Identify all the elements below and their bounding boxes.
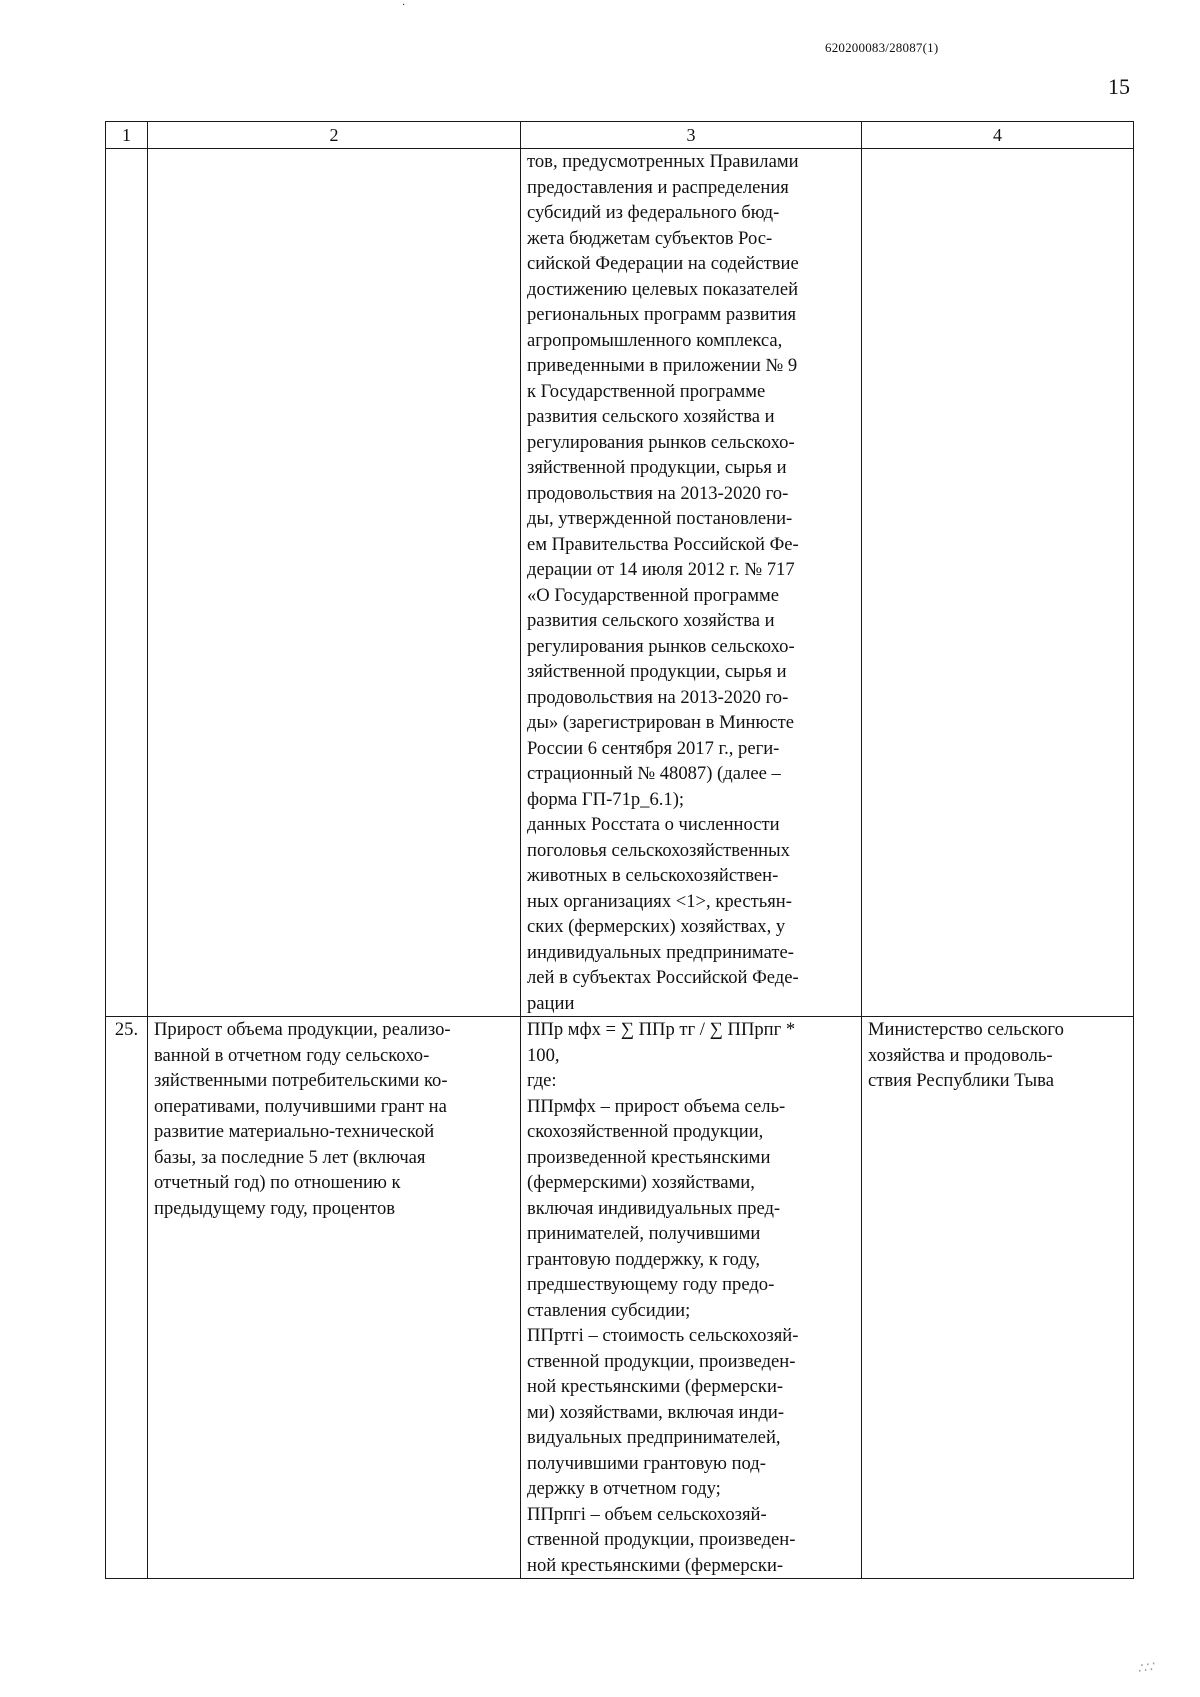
- column-header-3: 3: [521, 122, 862, 149]
- text-line: регулирования рынков сельскохо-: [527, 431, 795, 453]
- text-line: рации: [527, 992, 575, 1014]
- text-line: ственной продукции, произведен-: [527, 1529, 796, 1550]
- text-line: ми) хозяйствами, включая инди-: [527, 1401, 785, 1423]
- text-line: жета бюджетам субъектов Рос-: [527, 227, 773, 249]
- text-line: скохозяйственной продукции,: [527, 1121, 764, 1142]
- text-line: ставления субсидии;: [527, 1299, 691, 1321]
- column-header-1: 1: [106, 122, 148, 149]
- calculation-method-cell: [521, 1017, 862, 1579]
- continuation-method-cell: [521, 149, 862, 1017]
- text-line: предоставления и распределения: [527, 176, 789, 198]
- text-line: к Государственной программе: [527, 380, 766, 402]
- column-header-4: 4: [862, 122, 1134, 149]
- document-id: 620200083/28087(1): [825, 40, 939, 55]
- text-line: субсидий из федерального бюд-: [527, 202, 780, 223]
- column-header-2: 2: [148, 122, 521, 149]
- text-line: видуальных предпринимателей,: [527, 1427, 781, 1448]
- scan-speck: ·: [402, 0, 406, 11]
- table-header-row: [106, 122, 1134, 149]
- text-line: «О Государственной программе: [527, 584, 779, 606]
- text-line: ППр мфх = ∑ ППр тг / ∑ ППрпг *: [527, 1019, 796, 1040]
- text-line: животных в сельскохозяйствен-: [527, 865, 779, 886]
- responsible-body-cell: [862, 1017, 1134, 1579]
- text-line: индивидуальных предпринимате-: [527, 941, 794, 963]
- text-line: ной крестьянскими (фермерски-: [527, 1376, 784, 1397]
- text-line: где:: [527, 1070, 557, 1091]
- text-line: данных Росстата о численности: [527, 814, 780, 835]
- text-line: агропромышленного комплекса,: [527, 329, 783, 351]
- text-line: развития сельского хозяйства и: [527, 406, 775, 427]
- row-number: 25.: [106, 1017, 148, 1579]
- text-line: тов, предусмотренных Правилами: [527, 151, 799, 172]
- indicator-table: [105, 121, 1134, 1579]
- text-line: Прирост объема продукции, реализо-: [154, 1019, 451, 1040]
- continuation-responsible-cell: [862, 149, 1134, 1017]
- text-line: ды, утвержденной постановлени-: [527, 508, 793, 529]
- text-line: ванной в отчетном году сельскохо-: [154, 1044, 430, 1066]
- text-line: ственной продукции, произведен-: [527, 1350, 796, 1372]
- text-line: региональных программ развития: [527, 304, 797, 325]
- text-line: форма ГП-71р_6.1);: [527, 788, 685, 810]
- text-line: зяйственной продукции, сырья и: [527, 457, 787, 478]
- text-line: развитие материально-технической: [154, 1121, 435, 1142]
- text-line: базы, за последние 5 лет (включая: [154, 1146, 426, 1168]
- text-line: зяйственной продукции, сырья и: [527, 661, 787, 682]
- text-line: развития сельского хозяйства и: [527, 610, 775, 631]
- text-line: сийской Федерации на содействие: [527, 253, 799, 274]
- continuation-number-cell: [106, 149, 148, 1017]
- text-line: оперативами, получившими грант на: [154, 1095, 447, 1117]
- text-line: грантовую поддержку, к году,: [527, 1248, 760, 1270]
- text-line: регулирования рынков сельскохо-: [527, 635, 795, 657]
- scan-mark: ∴∵: [1137, 1659, 1157, 1678]
- text-line: произведенной крестьянскими: [527, 1146, 771, 1168]
- text-line: дерации от 14 июля 2012 г. № 717: [527, 559, 795, 580]
- text-line: зяйственными потребительскими ко-: [154, 1070, 448, 1091]
- indicator-name-cell: [148, 1017, 521, 1579]
- text-line: лей в субъектах Российской Феде-: [527, 967, 799, 988]
- page-number: 15: [1108, 74, 1130, 99]
- text-line: 100,: [527, 1044, 560, 1066]
- text-line: России 6 сентября 2017 г., реги-: [527, 737, 780, 759]
- text-line: ствия Республики Тыва: [868, 1070, 1054, 1091]
- text-line: ем Правительства Российской Фе-: [527, 533, 799, 555]
- text-line: продовольствия на 2013-2020 го-: [527, 686, 789, 708]
- table-row-25: [106, 1017, 1134, 1579]
- text-line: ных организациях <1>, крестьян-: [527, 890, 792, 912]
- text-line: поголовья сельскохозяйственных: [527, 839, 790, 861]
- text-line: приведенными в приложении № 9: [527, 355, 798, 376]
- text-line: принимателей, получившими: [527, 1223, 761, 1244]
- text-line: отчетный год) по отношению к: [154, 1172, 401, 1193]
- text-line: ной крестьянскими (фермерски-: [527, 1554, 784, 1576]
- text-line: (фермерскими) хозяйствами,: [527, 1172, 755, 1193]
- table-row-continuation: [106, 149, 1134, 1017]
- text-line: включая индивидуальных пред-: [527, 1197, 781, 1219]
- text-line: ППрмфх – прирост объема сель-: [527, 1095, 786, 1117]
- text-line: Министерство сельского: [868, 1019, 1064, 1040]
- text-line: продовольствия на 2013-2020 го-: [527, 482, 789, 504]
- text-line: достижению целевых показателей: [527, 278, 799, 300]
- text-line: предыдущему году, процентов: [154, 1197, 396, 1219]
- text-line: ских (фермерских) хозяйствах, у: [527, 916, 786, 937]
- text-line: ППрпгi – объем сельскохозяй-: [527, 1503, 767, 1525]
- continuation-indicator-cell: [148, 149, 521, 1017]
- text-line: ды» (зарегистрирован в Минюсте: [527, 712, 795, 733]
- text-line: страционный № 48087) (далее –: [527, 763, 781, 784]
- text-line: хозяйства и продоволь-: [868, 1044, 1053, 1066]
- text-line: предшествующему году предо-: [527, 1274, 775, 1295]
- text-line: держку в отчетном году;: [527, 1478, 721, 1499]
- text-line: получившими грантовую под-: [527, 1452, 766, 1474]
- text-line: ППртгi – стоимость сельскохозяй-: [527, 1325, 799, 1346]
